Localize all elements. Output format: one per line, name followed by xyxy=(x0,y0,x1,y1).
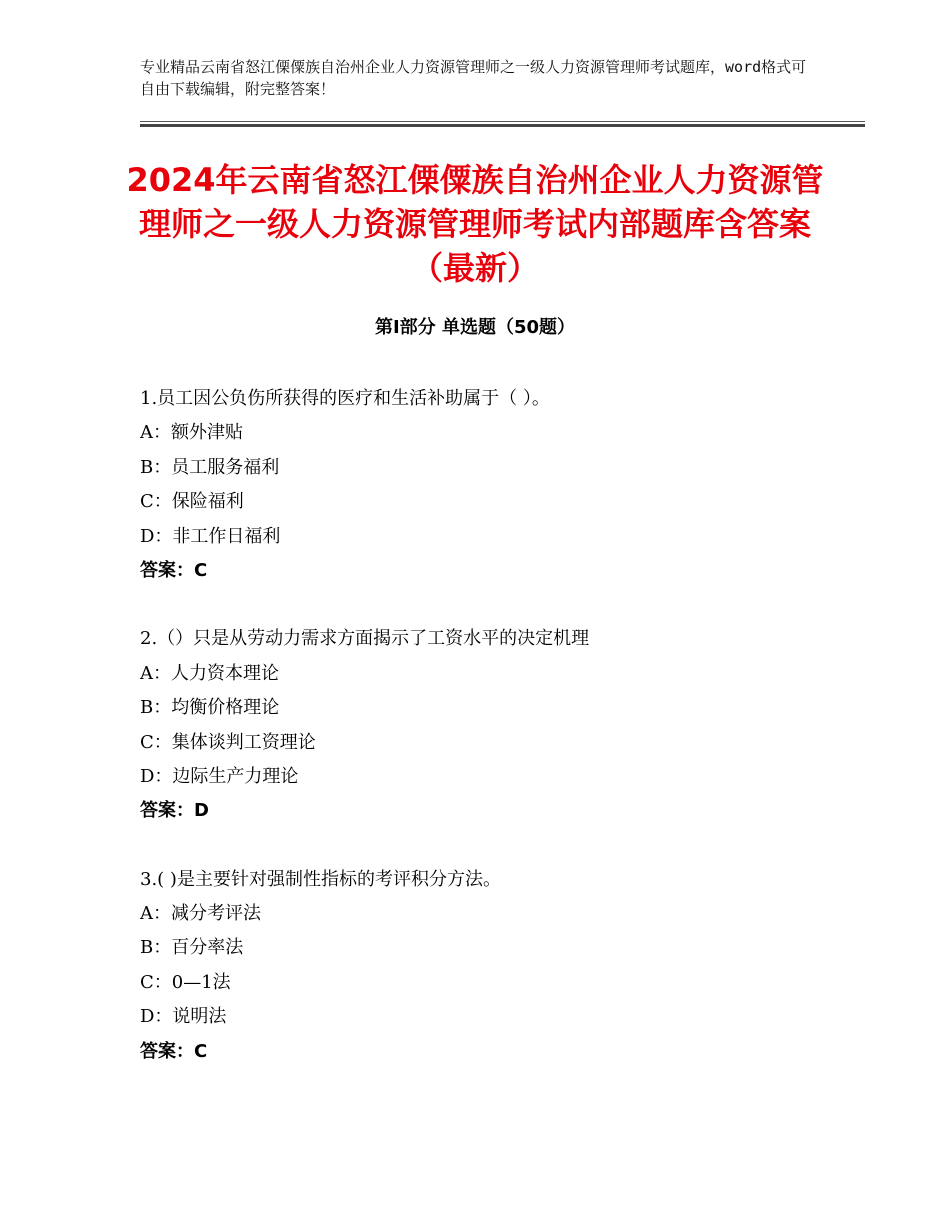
option-d: D：边际生产力理论 xyxy=(140,765,299,787)
option-a: A：人力资本理论 xyxy=(140,662,279,684)
option-c: C：0—1法 xyxy=(140,971,231,993)
answer-label: 答案：C xyxy=(140,559,208,581)
answer-label: 答案：D xyxy=(140,800,209,822)
question-3 xyxy=(140,863,860,1069)
option-c: C：集体谈判工资理论 xyxy=(140,731,316,753)
document-title: 2024年云南省怒江傈僳族自治州企业人力资源管理师之一级人力资源管理师考试内部题库含答案（最新） xyxy=(126,161,824,287)
option-a: A：减分考评法 xyxy=(140,903,261,925)
header-divider-thin xyxy=(140,121,865,122)
option-b: B：均衡价格理论 xyxy=(140,697,280,719)
header-note: 专业精品云南省怒江傈僳族自治州企业人力资源管理师之一级人力资源管理师考试题库，word格式可自由下载编辑，附完整答案！ xyxy=(140,58,807,98)
question-stem: 2.（）只是从劳动力需求方面揭示了工资水平的决定机理 xyxy=(140,628,590,650)
option-d: D：非工作日福利 xyxy=(140,525,281,547)
header-divider-thick xyxy=(140,124,865,127)
option-b: B：员工服务福利 xyxy=(140,456,280,478)
option-d: D：说明法 xyxy=(140,1006,227,1028)
section-title: 第Ⅰ部分 单选题（50题） xyxy=(374,317,575,338)
question-2 xyxy=(140,622,860,828)
option-b: B：百分率法 xyxy=(140,937,244,959)
question-stem: 3.( )是主要针对强制性指标的考评积分方法。 xyxy=(140,868,501,890)
option-c: C：保险福利 xyxy=(140,491,244,513)
answer-label: 答案：C xyxy=(140,1040,208,1062)
question-1 xyxy=(140,382,860,588)
question-list xyxy=(140,382,860,1103)
option-a: A：额外津贴 xyxy=(140,422,243,444)
question-stem: 1.员工因公负伤所获得的医疗和生活补助属于（ ）。 xyxy=(140,388,550,409)
